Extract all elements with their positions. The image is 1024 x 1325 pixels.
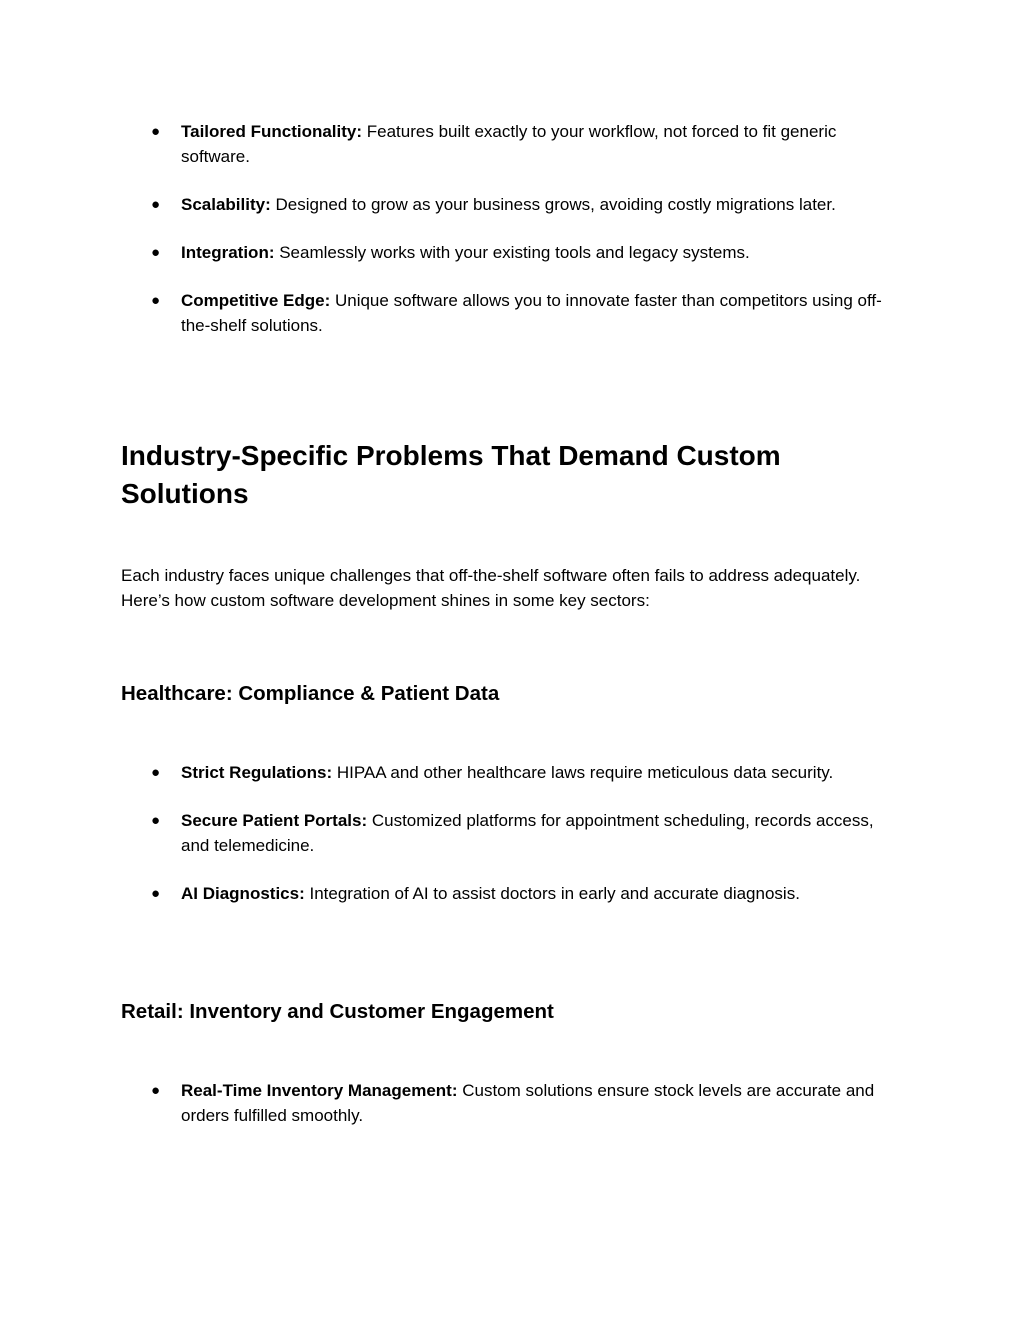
list-item [121, 808, 901, 858]
list-item [121, 1078, 901, 1128]
list-item-text: Unique software allows you to innovate faster than competitors using off-the-shelf solutions. [181, 291, 882, 335]
healthcare-list [121, 760, 901, 929]
bullet-icon: ● [151, 292, 161, 309]
bullet-icon: ● [151, 123, 161, 140]
list-item-term: Strict Regulations: [181, 763, 333, 782]
benefits-list [121, 119, 901, 361]
list-item-term: Secure Patient Portals: [181, 811, 368, 830]
retail-heading: Retail: Inventory and Customer Engagement [121, 1000, 554, 1023]
list-item-text: Customized platforms for appointment scheduling, records access, and telemedicine. [181, 811, 874, 855]
bullet-icon: ● [151, 885, 161, 902]
retail-list [121, 1078, 901, 1151]
list-item-term: Scalability: [181, 195, 271, 214]
list-item-text: Custom solutions ensure stock levels are accurate and orders fulfilled smoothly. [181, 1081, 875, 1125]
list-item-term: AI Diagnostics: [181, 884, 305, 903]
bullet-icon: ● [151, 196, 161, 213]
list-item-text: Seamlessly works with your existing tools and legacy systems. [274, 243, 750, 262]
list-item-text: Designed to grow as your business grows, avoiding costly migrations later. [270, 195, 836, 214]
bullet-icon: ● [151, 764, 161, 781]
list-item [121, 119, 901, 169]
list-item-term: Tailored Functionality: [181, 122, 363, 141]
list-item-text: Features built exactly to your workflow, not forced to fit generic software. [181, 122, 837, 166]
list-item [121, 192, 901, 217]
healthcare-heading: Healthcare: Compliance & Patient Data [121, 682, 500, 705]
list-item-term: Integration: [181, 243, 275, 262]
list-item-term: Competitive Edge: [181, 291, 331, 310]
bullet-icon: ● [151, 244, 161, 261]
list-item-text: HIPAA and other healthcare laws require meticulous data security. [332, 763, 834, 782]
list-item [121, 881, 901, 906]
section-intro-paragraph: Each industry faces unique challenges that off-the-shelf software often fails to address adequately. Here’s how custom software development shines in some key sectors: [121, 566, 861, 610]
bullet-icon: ● [151, 812, 161, 829]
section-heading: Industry-Specific Problems That Demand Custom Solutions [121, 440, 781, 509]
bullet-icon: ● [151, 1082, 161, 1099]
list-item [121, 240, 901, 265]
list-item-term: Real-Time Inventory Management: [181, 1081, 458, 1100]
list-item [121, 288, 901, 338]
list-item [121, 760, 901, 785]
list-item-text: Integration of AI to assist doctors in early and accurate diagnosis. [304, 884, 800, 903]
